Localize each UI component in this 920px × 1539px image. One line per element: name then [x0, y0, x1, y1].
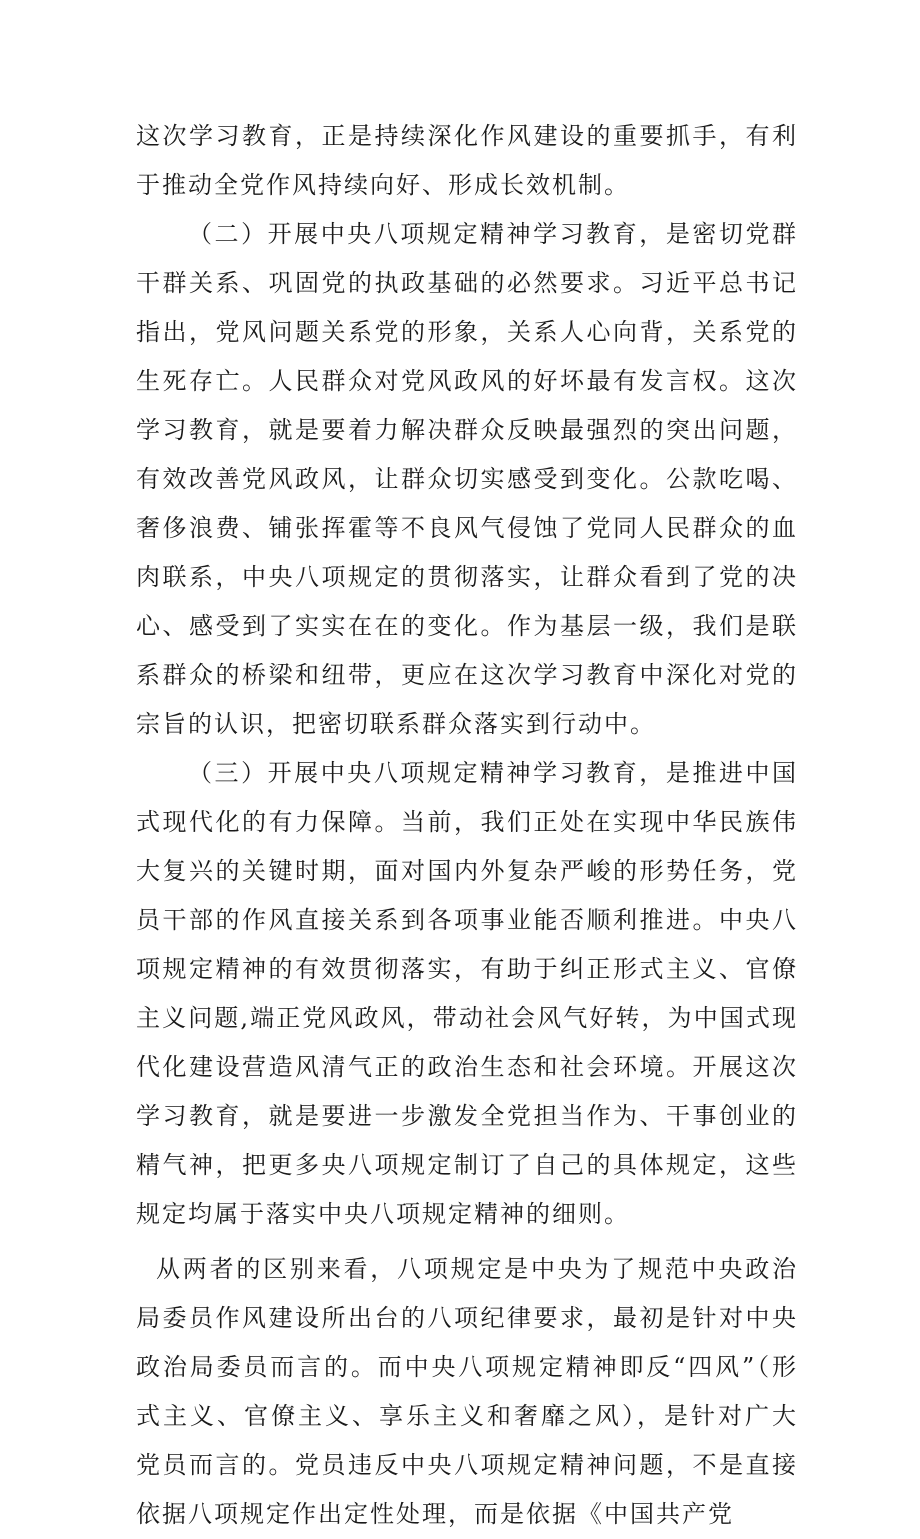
paragraph-differences: 从两者的区别来看，八项规定是中央为了规范中央政治局委员作风建设所出台的八项纪律要求，最初是针对中央政治局委员而言的。而中央八项规定精神即反“四风”（形式主义、官僚主义、享乐主义和奢靡之风），是针对广大党员而言的。党员违反中央八项规定精神问题，不是直接依据八项规定作出定性处理，而是依据《中国共产党 — [136, 1255, 798, 1528]
paragraph-section-three: （三）开展中央八项规定精神学习教育，是推进中国式现代化的有力保障。当前，我们正处在实现中华民族伟大复兴的关键时期，面对国内外复杂严峻的形势任务，党员干部的作风直接关系到各项事业能否顺利推进。中央八项规定精神的有效贯彻落实，有助于纠正形式主义、官僚主义问题,端正党风政风，带动社会风气好转，为中国式现代化建设营造风清气正的政治生态和社会环境。开展这次学习教育，就是要进一步激发全党担当作为、干事创业的精气神，把更多央八项规定制订了自己的具体规定，这些规定均属于落实中央八项规定精神的细则。 — [136, 759, 798, 1228]
paragraph-continuation: 这次学习教育，正是持续深化作风建设的重要抓手，有利于推动全党作风持续向好、形成长效机制。 — [136, 122, 798, 199]
paragraph-section-two: （二）开展中央八项规定精神学习教育，是密切党群干群关系、巩固党的执政基础的必然要求。习近平总书记指出，党风问题关系党的形象，关系人心向背，关系党的生死存亡。人民群众对党风政风的好坏最有发言权。这次学习教育，就是要着力解决群众反映最强烈的突出问题，有效改善党风政风，让群众切实感受到变化。公款吃喝、奢侈浪费、铺张挥霍等不良风气侵蚀了党同人民群众的血肉联系，中央八项规定的贯彻落实，让群众看到了党的决心、感受到了实实在在的变化。作为基层一级，我们是联系群众的桥梁和纽带，更应在这次学习教育中深化对党的宗旨的认识，把密切联系群众落实到行动中。 — [136, 220, 798, 738]
document-body — [136, 112, 798, 1539]
